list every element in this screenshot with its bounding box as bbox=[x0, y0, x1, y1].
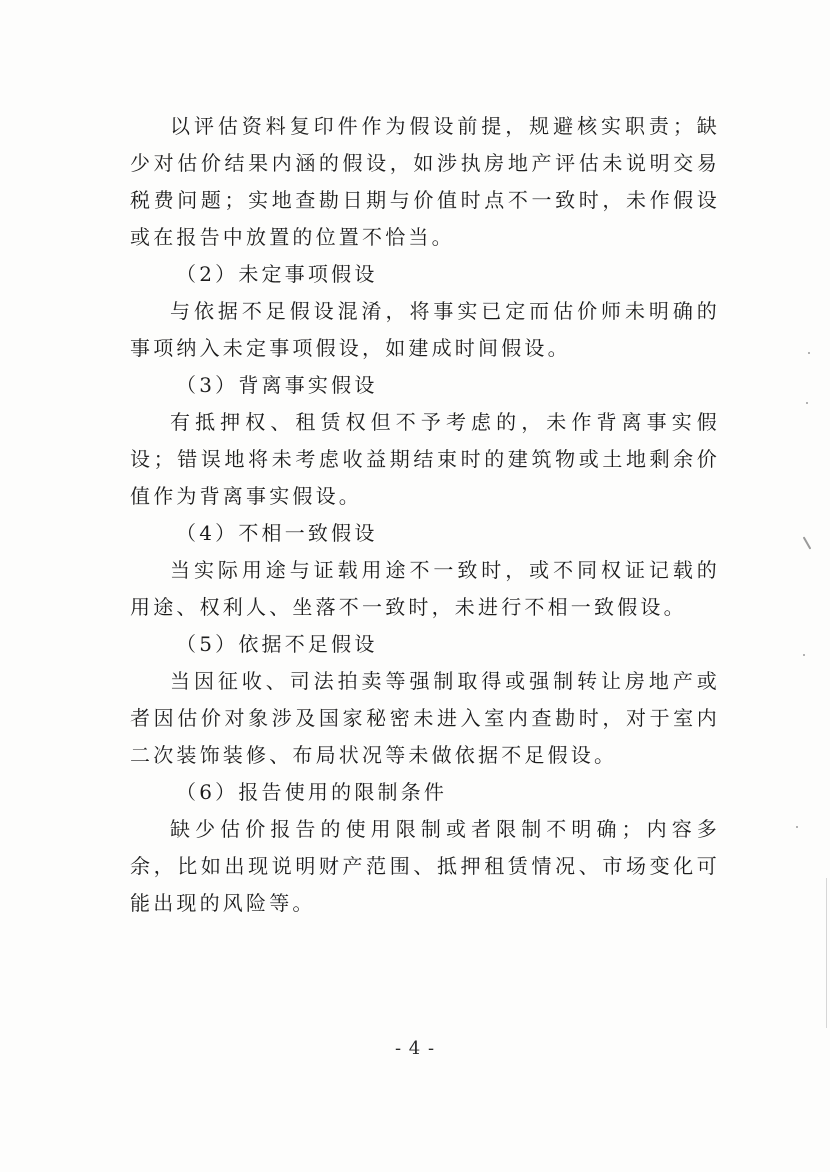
paragraph: 以评估资料复印件作为假设前提，规避核实职责；缺少对估价结果内涵的假设，如涉执房地产评估未说明交易税费问题；实地查勘日期与价值时点不一致时，未作假设或在报告中放置的位置不恰当。 bbox=[130, 114, 720, 249]
scan-speck bbox=[796, 826, 798, 828]
paragraph: 缺少估价报告的使用限制或者限制不明确；内容多余，比如出现说明财产范围、抵押租赁情况、市场变化可能出现的风险等。 bbox=[130, 817, 720, 915]
section-heading: （4）不相一致假设 bbox=[176, 521, 378, 545]
document-body bbox=[130, 108, 720, 922]
section-heading: （2）未定事项假设 bbox=[176, 262, 378, 286]
page-number: - 4 - bbox=[394, 1038, 436, 1059]
scan-speck bbox=[803, 536, 812, 549]
section-heading: （5）依据不足假设 bbox=[176, 632, 378, 656]
paragraph: 当因征收、司法拍卖等强制取得或强制转让房地产或者因估价对象涉及国家秘密未进入室内查勘时，对于室内二次装饰装修、布局状况等未做依据不足假设。 bbox=[130, 669, 720, 767]
scan-speck bbox=[803, 654, 805, 656]
section-heading: （6）报告使用的限制条件 bbox=[176, 780, 448, 804]
paragraph: 当实际用途与证载用途不一致时，或不同权证记载的用途、权利人、坐落不一致时，未进行不相一致假设。 bbox=[130, 558, 720, 619]
scan-edge-line bbox=[826, 878, 827, 1028]
scan-speck bbox=[808, 352, 810, 354]
paragraph: 有抵押权、租赁权但不予考虑的，未作背离事实假设；错误地将未考虑收益期结束时的建筑物或土地剩余价值作为背离事实假设。 bbox=[130, 410, 720, 508]
scan-speck bbox=[806, 402, 808, 404]
paragraph: 与依据不足假设混淆，将事实已定而估价师未明确的事项纳入未定事项假设，如建成时间假设。 bbox=[130, 299, 720, 360]
section-heading: （3）背离事实假设 bbox=[176, 373, 378, 397]
